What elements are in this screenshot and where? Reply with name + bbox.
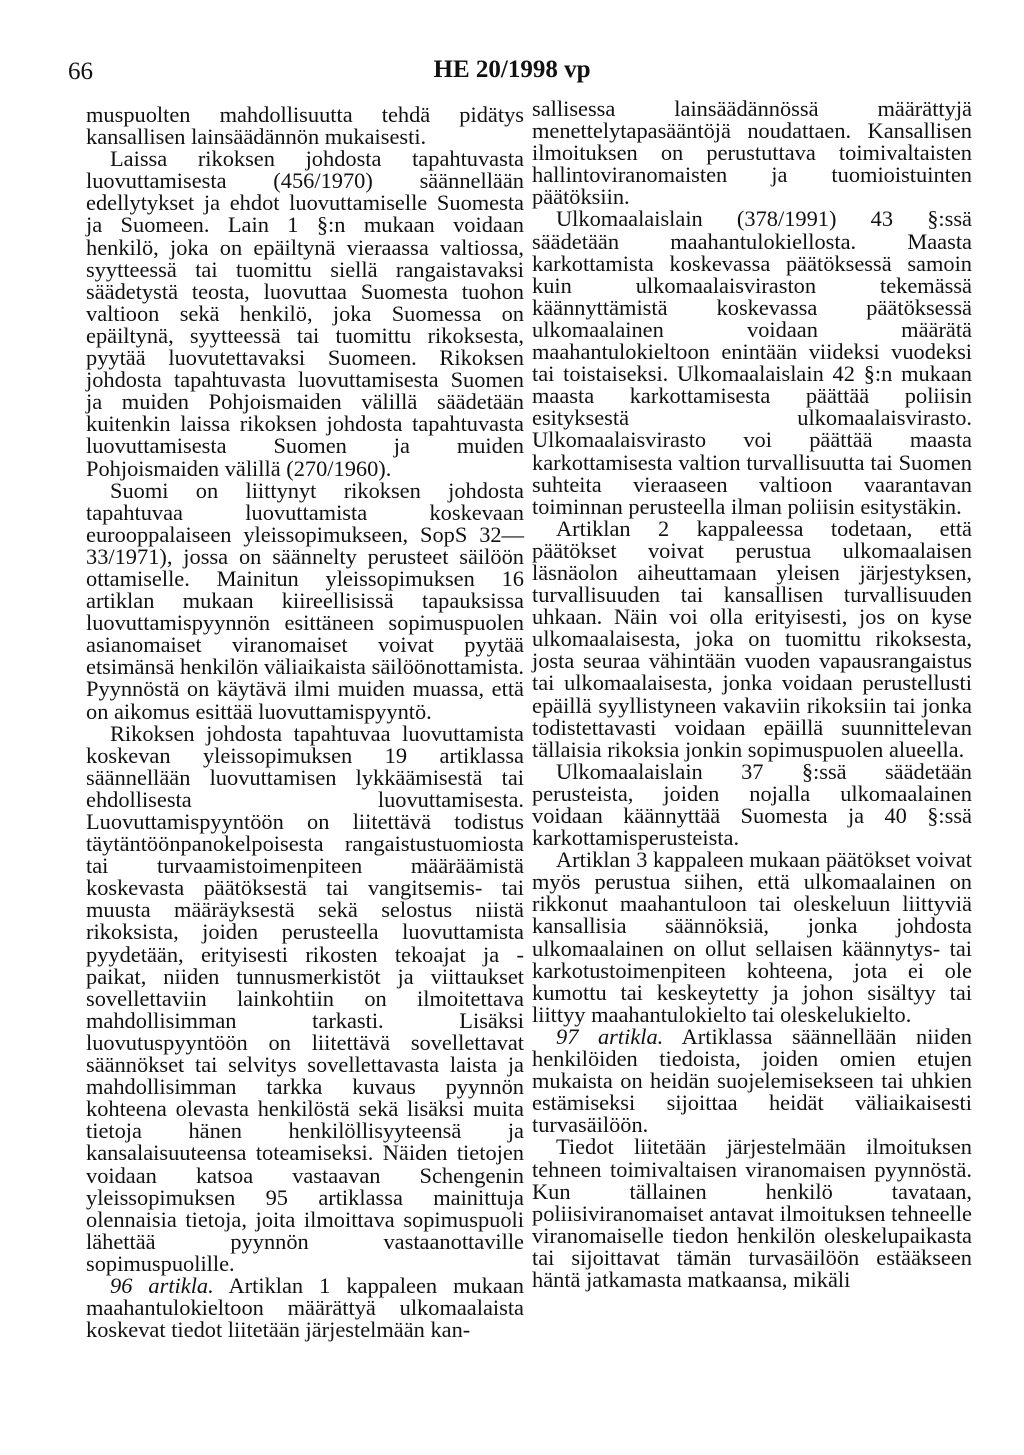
page-number: 66 <box>68 58 93 85</box>
right-paragraph-1: sallisessa lainsäädännössä määrättyjä menettelytapasääntöjä noudattaen. Kansallisen ilmoituksen on perustuttava toimivaltaisten hallintoviranomaisten ja tuomioistuinten päätöksiin. <box>532 96 972 210</box>
article-97-title: 97 artikla. <box>556 1023 664 1049</box>
right-paragraph-6 <box>532 1023 972 1138</box>
right-paragraph-7: Tiedot liitetään järjestelmään ilmoituksen tehneen toimivaltaisen viranomaisen pyynnöstä. Kun tällainen henkilö tavataan, poliisiviranomaiset antavat ilmoituksen tehneelle viranomaiselle tiedon henkilön oleskelupaikasta tai sijoittavat tämän turvasäilöön estääkseen häntä jatkamasta matkaansa, mikäli <box>532 1134 972 1292</box>
left-paragraph-1: muspuolten mahdollisuutta tehdä pidätys kansallisen lainsäädännön mukaisesti. <box>86 102 524 150</box>
right-column <box>532 98 972 1291</box>
article-96-text: Artiklan 1 kappaleen mukaan maahantulokieltoon määrättyä ulkomaalaista koskevat tiedot liitetään järjestelmään kan- <box>86 1272 524 1343</box>
running-header: HE 20/1998 vp <box>433 56 591 83</box>
right-paragraph-4: Ulkomaalaislain 37 §:ssä säädetään perusteista, joiden nojalla ulkomaalainen voidaan käännyttää Suomesta ja 40 §:ssä karkottamisperusteista. <box>532 758 972 851</box>
right-paragraph-5: Artiklan 3 kappaleen mukaan päätökset voivat myös perustua siihen, että ulkomaalainen on rikkonut maahantuloon tai oleskeluun liittyviä kansallisia säännöksiä, jonka johdosta ulkomaalainen on ollut sellaisen käännytys- tai karkotustoimenpiteen kohteena, jota ei ole kumottu tai keskeytetty ja johon sisältyy tai liittyy maahantulokielto tai oleskelukielto. <box>532 847 972 1027</box>
left-paragraph-5 <box>86 1272 524 1343</box>
left-paragraph-3: Suomi on liittynyt rikoksen johdosta tapahtuvaa luovuttamista koskevaan eurooppalaiseen yleissopimukseen, SopS 32—33/1971), jossa on säännelty perusteet säilöön ottamiselle. Mainitun yleissopimuksen 16 artiklan mukaan kiireellisissä tapauksissa luovuttamispyynnön esittäneen sopimuspuolen asianomaiset viranomaiset voivat pyytää etsimänsä henkilön väliaikaista säilöönottamista. Pyynnöstä on käytävä ilmi muiden muassa, että on aikomus esittää luovuttamispyyntö. <box>86 477 524 724</box>
left-paragraph-4: Rikoksen johdosta tapahtuvaa luovuttamista koskevan yleissopimuksen 19 artiklassa säännellään luovuttamisen lykkäämisestä tai ehdollisesta luovuttamisesta. Luovuttamispyyntöön on liitettävä todistus täytäntöönpanokelpoisesta rangaistustuomiosta tai turvaamistoimenpiteen määräämistä koskevasta päätöksestä tai vangitsemis- tai muusta määräyksestä sekä selostus niistä rikoksista, joiden perusteella luovuttamista pyydetään, erityisesti rikosten tekoajat ja -paikat, niiden tunnusmerkistöt ja viittaukset sovellettaviin lainkohtiin on ilmoitettava mahdollisimman tarkasti. Lisäksi luovutuspyyntöön on liitettävä sovellettavat säännökset tai selvitys sovellettavasta laista ja mahdollisimman tarkka kuvaus pyynnön kohteena olevasta henkilöstä sekä lisäksi muita tietoja hänen henkilöllisyyteensä ja kansalaisuuteensa toteamiseksi. Näiden tietojen voidaan katsoa vastaavan Schengenin yleissopimuksen 95 artiklassa mainittuja olennaisia tietoja, joita ilmoittava sopimuspuoli lähettää pyynnön vastaanottaville sopimuspuolille. <box>86 720 524 1276</box>
left-column <box>86 104 524 1341</box>
article-96-title: 96 artikla. <box>110 1272 214 1298</box>
left-paragraph-2: Laissa rikoksen johdosta tapahtuvasta luovuttamisesta (456/1970) säännellään edellytykset ja ehdot luovuttamiselle Suomesta ja Suomeen. Lain 1 §:n mukaan voidaan henkilö, joka on epäiltynä vieraassa valtiossa, syytteessä tai tuomittu siellä rangaistavaksi säädetystä teosta, luovuttaa Suomesta tuohon valtioon sekä henkilö, joka Suomessa on epäiltynä, syytteessä tai tuomittu rikoksesta, pyytää luovutettavaksi Suomeen. Rikoksen johdosta tapahtuvasta luovuttamisesta Suomen ja muiden Pohjoismaiden välillä säädetään kuitenkin laissa rikoksen johdosta tapahtuvasta luovuttamisesta Suomen ja muiden Pohjoismaiden välillä (270/1960). <box>86 146 524 481</box>
article-97-text: Artiklassa säännellään niiden henkilöiden tiedoista, joiden omien etujen mukaista on heidän suojelemisekseen tai uhkien estämiseksi sijoittaa heidät väliaikaisesti turvasäilöön. <box>532 1023 972 1138</box>
right-paragraph-2: Ulkomaalaislain (378/1991) 43 §:ssä säädetään maahantulokiellosta. Maasta karkottamista koskevassa päätöksessä samoin kuin ulkomaalaisviraston tekemässä käännyttämistä koskevassa päätöksessä ulkomaalainen voidaan määrätä maahantulokieltoon enintään viideksi vuodeksi tai toistaiseksi. Ulkomaalaislain 42 §:n mukaan maasta karkottamisesta päättää poliisin esityksestä ulkomaalaisvirasto. Ulkomaalaisvirasto voi päättää maasta karkottamisesta valtion turvallisuutta tai Suomen suhteita vieraaseen valtioon vaarantavan toiminnan perusteella ilman poliisin esitystäkin. <box>532 206 972 519</box>
right-paragraph-3: Artiklan 2 kappaleessa todetaan, että päätökset voivat perustua ulkomaalaisen läsnäolon aiheuttamaan yleisen järjestyksen, turvallisuuden tai kansallisen turvallisuuden uhkaan. Näin voi olla erityisesti, jos on kyse ulkomaalaisesta, joka on tuomittu rikoksesta, josta seuraa vähintään vuoden vapausrangaistus tai ulkomaalaisesta, jonka voidaan perustellusti epäillä syyllistyneen vakaviin rikoksiin tai jonka todistettavasti voidaan epäillä suunnittelevan tällaisia rikoksia jonkin sopimuspuolen alueella. <box>532 515 972 762</box>
